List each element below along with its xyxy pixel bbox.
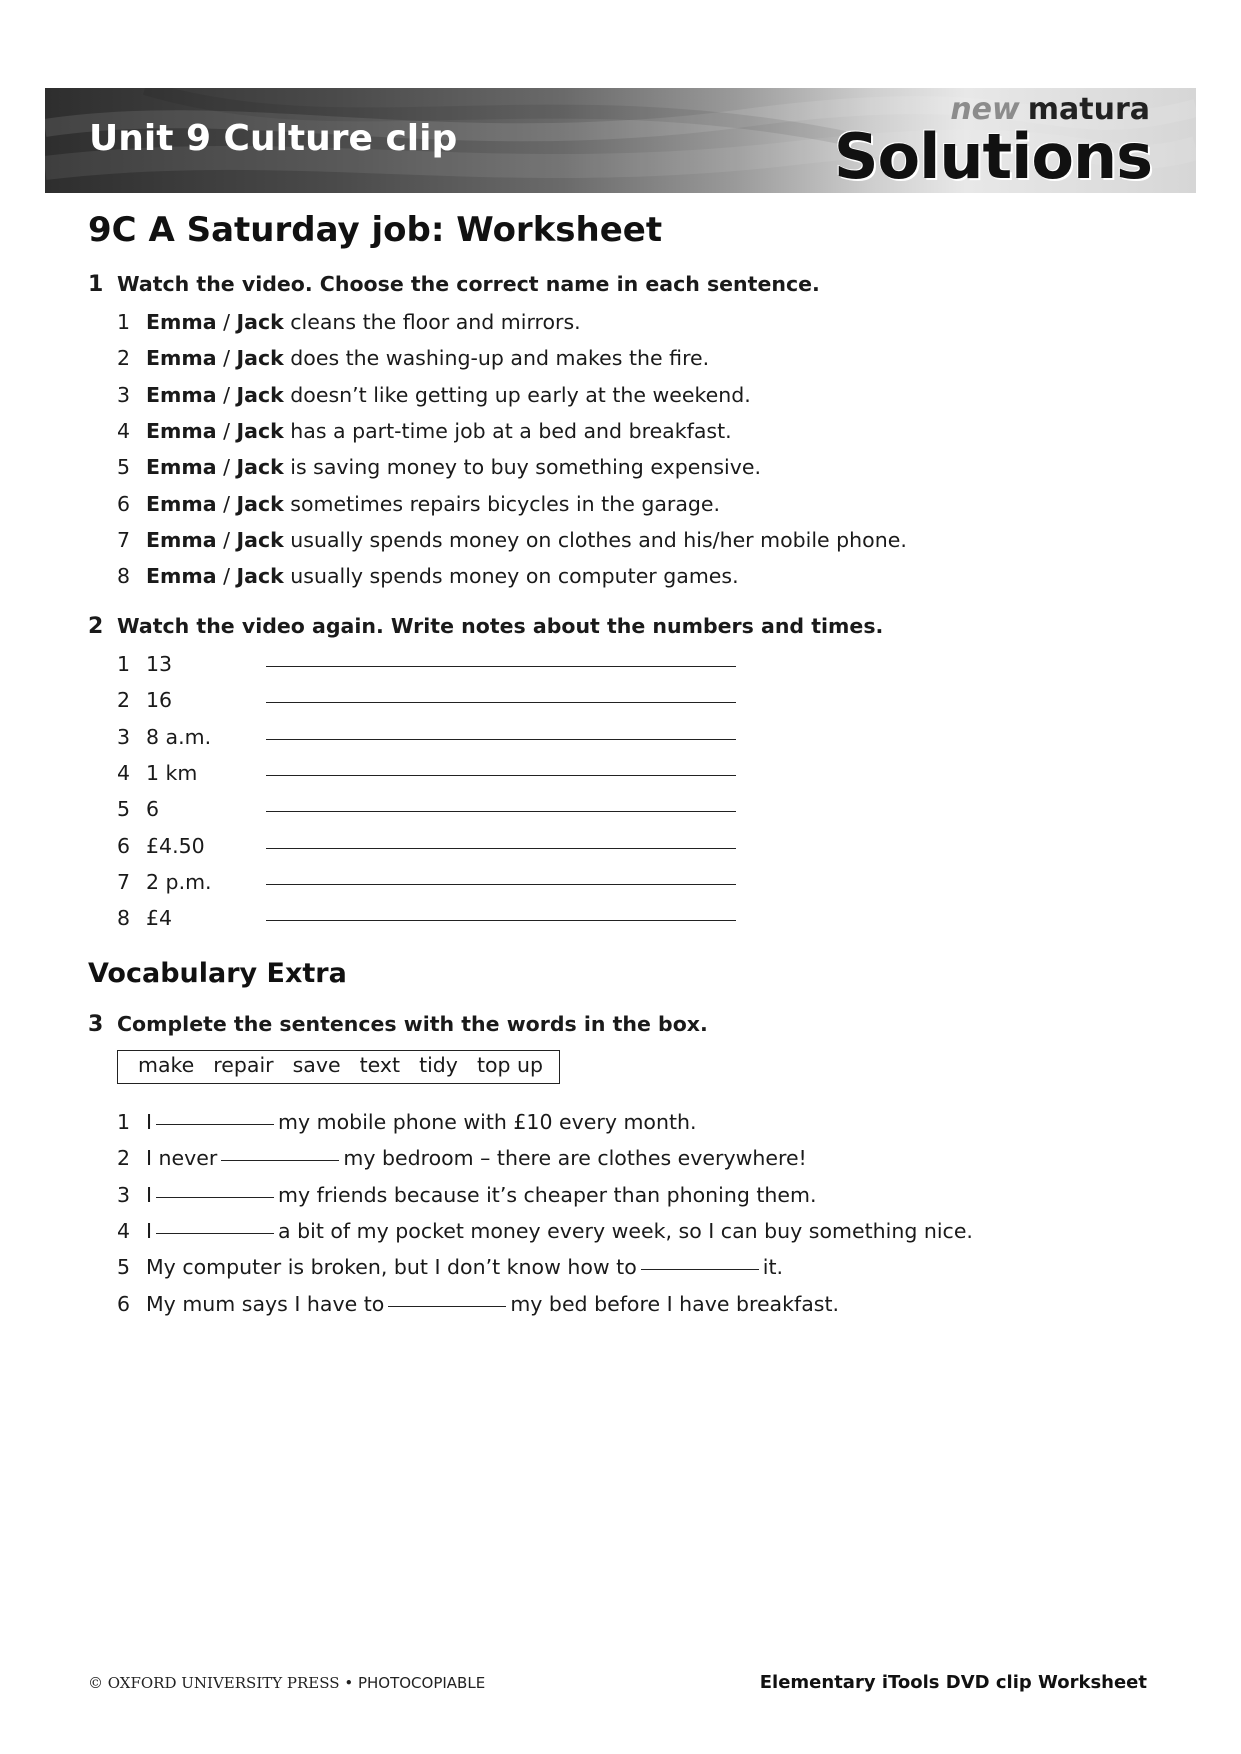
name-option-emma: Emma [146, 527, 217, 552]
word-box-item: top up [476, 1053, 544, 1077]
name-option-emma: Emma [146, 491, 217, 516]
unit-title: Unit 9 Culture clip [89, 118, 458, 159]
exercise-number: 1 [88, 272, 104, 297]
answer-line[interactable] [266, 739, 736, 740]
blank-gap[interactable] [641, 1269, 759, 1270]
blank-gap[interactable] [388, 1306, 506, 1307]
item-number: 7 [117, 869, 131, 894]
name-option-jack: Jack [236, 310, 284, 334]
item-number: 6 [117, 491, 131, 516]
item-number: 4 [117, 1218, 131, 1243]
sentence-text: has a part-time job at a bed and breakfast. [283, 418, 732, 443]
sentence-start: I never [146, 1146, 218, 1171]
name-option-emma: Emma [146, 346, 217, 371]
item-number: 6 [117, 833, 131, 858]
sentence-text: is saving money to buy something expensive. [283, 455, 761, 480]
option-separator: / [216, 418, 237, 443]
option-separator: / [216, 455, 237, 480]
sentence-end: my mobile phone with £10 every month. [278, 1110, 697, 1134]
sentence-start: I [146, 1110, 153, 1134]
item-number: 5 [117, 455, 131, 480]
list-item [117, 1219, 973, 1243]
item-number: 3 [117, 1182, 131, 1207]
word-box-item: tidy [419, 1053, 458, 1077]
note-prompt: 13 [146, 652, 173, 676]
blank-gap[interactable] [156, 1124, 274, 1125]
instruction-text: Watch the video. Choose the correct name in each sentence. [117, 272, 820, 296]
option-separator: / [216, 564, 237, 589]
item-number: 2 [117, 346, 131, 371]
item-number: 5 [117, 1255, 131, 1280]
item-number: 8 [117, 564, 131, 589]
list-item [117, 419, 732, 443]
option-separator: / [216, 310, 237, 334]
answer-line[interactable] [266, 884, 736, 885]
note-prompt: 8 a.m. [146, 724, 212, 749]
answer-line[interactable] [266, 702, 736, 703]
sentence-text: usually spends money on computer games. [283, 564, 739, 589]
answer-line[interactable] [266, 920, 736, 921]
answer-line[interactable] [266, 666, 736, 667]
name-option-jack: Jack [236, 455, 284, 480]
note-prompt: 2 p.m. [146, 869, 212, 894]
brand-matura: matura [1027, 92, 1150, 127]
footer-worksheet-name: Elementary iTools DVD clip Worksheet [759, 1672, 1147, 1693]
name-option-jack: Jack [236, 418, 284, 443]
item-number: 4 [117, 418, 131, 443]
word-box [117, 1050, 560, 1084]
note-prompt: 6 [146, 797, 160, 822]
item-number: 2 [117, 688, 131, 713]
name-option-emma: Emma [146, 310, 217, 334]
exercise-number: 3 [88, 1012, 104, 1037]
name-option-jack: Jack [236, 491, 284, 516]
note-prompt: 1 km [146, 760, 198, 785]
word-box-item: make [138, 1053, 195, 1077]
sentence-text: usually spends money on clothes and his/her mobile phone. [283, 527, 907, 552]
name-option-emma: Emma [146, 564, 217, 589]
option-separator: / [216, 527, 237, 552]
sentence-end: a bit of my pocket money every week, so I can buy something nice. [278, 1218, 973, 1243]
list-item [117, 528, 907, 552]
note-prompt: 16 [146, 688, 173, 713]
sentence-text: does the washing-up and makes the fire. [283, 346, 710, 371]
list-item [117, 1292, 839, 1316]
word-box-item: repair [213, 1053, 274, 1077]
sentence-text: cleans the floor and mirrors. [283, 310, 581, 334]
name-option-jack: Jack [236, 564, 284, 589]
photocopiable-label: PHOTOCOPIABLE [357, 1674, 486, 1692]
item-number: 6 [117, 1291, 131, 1316]
note-prompt: £4 [146, 906, 173, 931]
sentence-start: I [146, 1182, 153, 1207]
instruction-text: Complete the sentences with the words in the box. [117, 1012, 708, 1036]
list-item [117, 455, 761, 479]
exercise-2-instruction [88, 614, 883, 639]
name-option-jack: Jack [236, 527, 284, 552]
note-prompt: £4.50 [146, 833, 205, 858]
list-item [117, 383, 751, 407]
list-item [117, 834, 736, 858]
item-number: 4 [117, 760, 131, 785]
list-item [117, 1110, 697, 1134]
list-item [117, 346, 709, 370]
sentence-end: my bed before I have breakfast. [510, 1291, 840, 1316]
answer-line[interactable] [266, 848, 736, 849]
sentence-start: My computer is broken, but I don’t know how to [146, 1255, 637, 1280]
item-number: 5 [117, 797, 131, 822]
vocabulary-heading: Vocabulary Extra [88, 958, 347, 989]
page-title: 9C A Saturday job: Worksheet [88, 210, 663, 250]
option-separator: / [216, 491, 237, 516]
item-number: 3 [117, 724, 131, 749]
list-item [117, 725, 736, 749]
exercise-1-instruction [88, 272, 820, 297]
exercise-number: 2 [88, 614, 104, 639]
sentence-end: my friends because it’s cheaper than phoning them. [278, 1182, 817, 1207]
list-item [117, 870, 736, 894]
sentence-text: sometimes repairs bicycles in the garage. [283, 491, 721, 516]
item-number: 7 [117, 527, 131, 552]
brand-new: new [950, 92, 1020, 127]
sentence-end: my bedroom – there are clothes everywhere! [343, 1146, 807, 1171]
list-item [117, 797, 736, 821]
word-box-item: text [359, 1053, 401, 1077]
sentence-end: it. [762, 1255, 783, 1280]
publisher: © OXFORD UNIVERSITY PRESS [88, 1674, 340, 1692]
instruction-text: Watch the video again. Write notes about the numbers and times. [117, 614, 884, 638]
name-option-jack: Jack [236, 382, 284, 407]
exercise-3-instruction [88, 1012, 708, 1037]
blank-gap[interactable] [156, 1197, 274, 1198]
blank-gap[interactable] [156, 1233, 274, 1234]
item-number: 1 [117, 1110, 131, 1134]
name-option-jack: Jack [236, 346, 284, 371]
list-item [117, 1183, 817, 1207]
sentence-start: I [146, 1218, 153, 1243]
word-box-item: save [292, 1053, 341, 1077]
list-item [117, 492, 720, 516]
list-item [117, 310, 581, 334]
list-item [117, 761, 736, 785]
answer-line[interactable] [266, 775, 736, 776]
option-separator: / [216, 382, 237, 407]
list-item [117, 1146, 807, 1170]
list-item [117, 688, 736, 712]
item-number: 1 [117, 310, 131, 334]
list-item [117, 652, 736, 676]
footer-bullet: • [339, 1674, 358, 1692]
footer-copyright [88, 1674, 485, 1692]
list-item [117, 1255, 783, 1279]
header-banner [45, 88, 1196, 193]
list-item [117, 906, 736, 930]
name-option-emma: Emma [146, 455, 217, 480]
item-number: 8 [117, 906, 131, 931]
option-separator: / [216, 346, 237, 371]
answer-line[interactable] [266, 811, 736, 812]
item-number: 2 [117, 1146, 131, 1171]
item-number: 3 [117, 382, 131, 407]
sentence-text: doesn’t like getting up early at the weekend. [283, 382, 751, 407]
name-option-emma: Emma [146, 418, 217, 443]
sentence-start: My mum says I have to [146, 1291, 385, 1316]
name-option-emma: Emma [146, 382, 217, 407]
brand-logo: Solutions [833, 120, 1152, 193]
item-number: 1 [117, 652, 131, 676]
blank-gap[interactable] [221, 1160, 339, 1161]
list-item [117, 564, 739, 588]
